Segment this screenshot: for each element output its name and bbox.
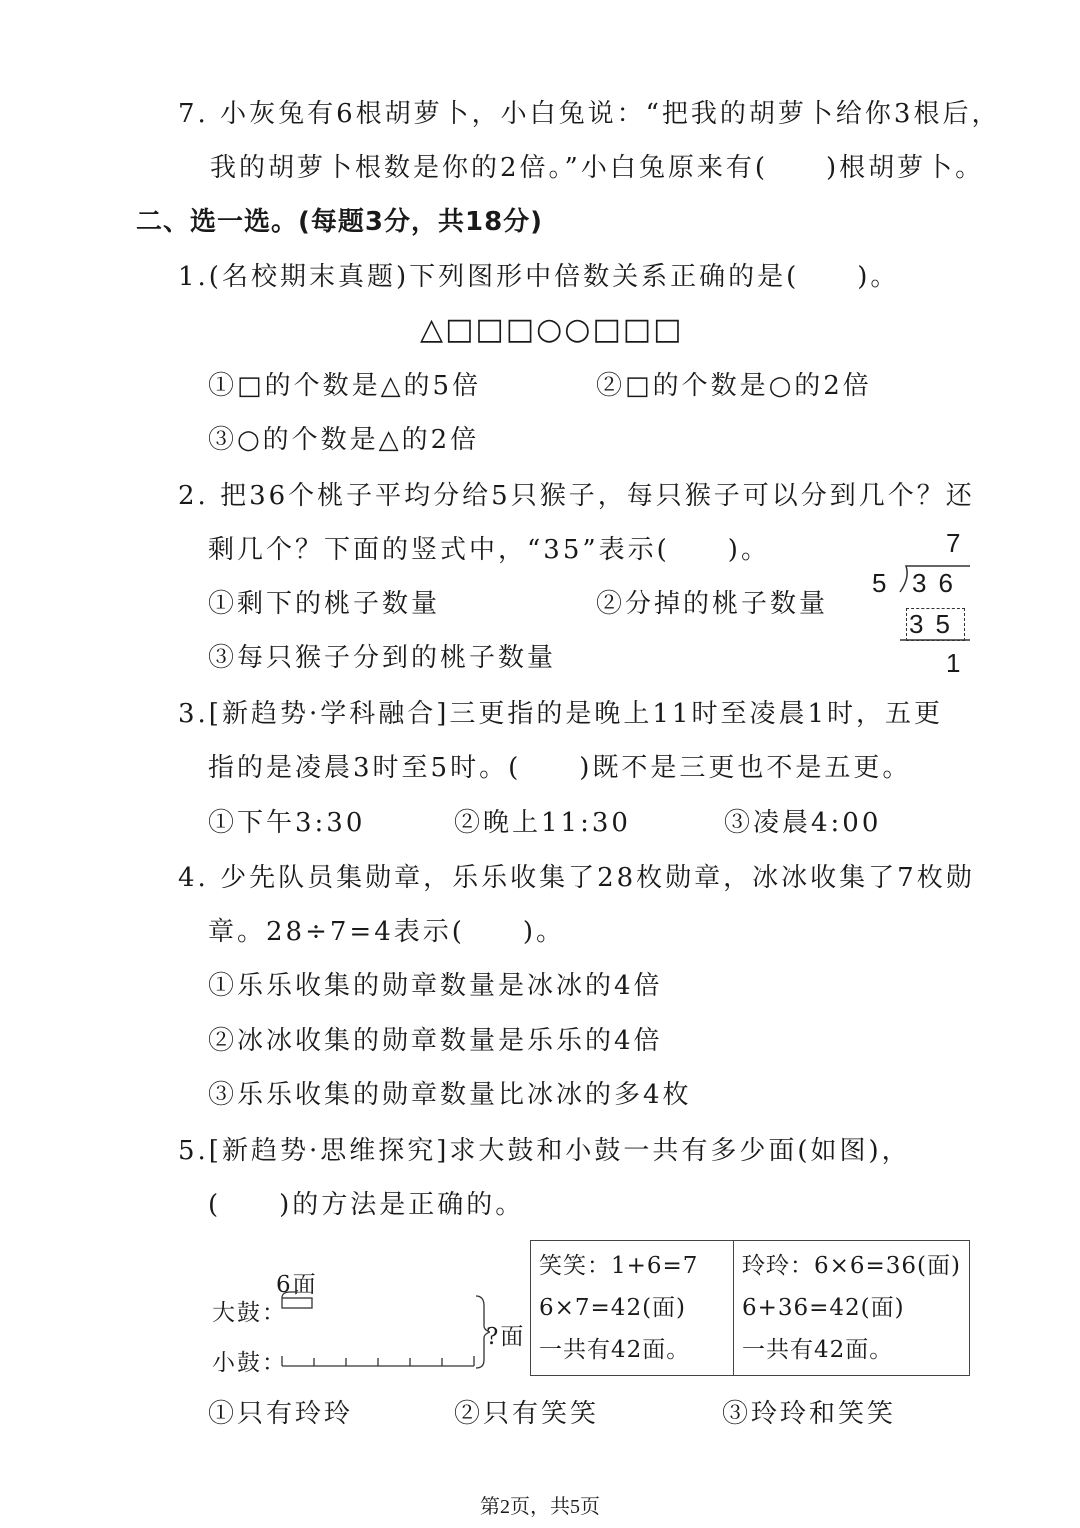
mc1-option-3[interactable]: ③○的个数是△的2倍 (208, 425, 480, 455)
division-divisor: 5 (872, 568, 899, 598)
mc1-option-1[interactable]: ①□的个数是△的5倍 (208, 371, 482, 401)
mc5-option-1[interactable]: ①只有玲玲 (208, 1399, 354, 1429)
mc3-option-1[interactable]: ①下午3:30 (208, 808, 366, 838)
mc3-line-1: 3.[新趋势·学科融合]三更指的是晚上11时至凌晨1时，五更 (178, 699, 943, 729)
mc3-option-2[interactable]: ②晚上11:30 (454, 808, 631, 838)
mc4-line-2: 章。28÷7=4表示( )。 (208, 917, 566, 947)
drum-top-label: 6面 (276, 1272, 318, 1298)
mc2-option-3[interactable]: ③每只猴子分到的桃子数量 (208, 643, 557, 673)
drum-big-label: 大鼓： (212, 1300, 287, 1326)
mc1-stem: 1.(名校期末真题)下列图形中倍数关系正确的是( )。 (178, 262, 900, 292)
division-remainder: 1 (946, 648, 973, 678)
lingling-line-3: 一共有42面。 (741, 1337, 894, 1363)
q7-line-1: 7. 小灰兔有6根胡萝卜，小白兔说：“把我的胡萝卜给你3根后， (178, 99, 1001, 129)
shapes-row: △□□□○○□□□ (420, 312, 684, 347)
page-footer: 第2页，共5页 (480, 1496, 600, 1518)
xiaoxiao-line-1: 笑笑：1+6=7 (539, 1253, 699, 1279)
mc1-option-2[interactable]: ②□的个数是○的2倍 (596, 371, 872, 401)
mc4-option-1[interactable]: ①乐乐收集的勋章数量是冰冰的4倍 (208, 971, 663, 1001)
mc2-line-2: 剩几个？下面的竖式中，“35”表示( )。 (208, 535, 770, 565)
lingling-line-1: 玲玲：6×6=36(面) (741, 1253, 961, 1279)
total-brace (476, 1296, 490, 1368)
mc3-option-3[interactable]: ③凌晨4:00 (724, 808, 882, 838)
q7-line-2: 我的胡萝卜根数是你的2倍。”小白兔原来有( )根胡萝卜。 (210, 153, 985, 183)
mc5-option-2[interactable]: ②只有笑笑 (454, 1399, 600, 1429)
lingling-line-2: 6+36=42(面) (741, 1295, 905, 1321)
mc2-line-1: 2. 把36个桃子平均分给5只猴子，每只猴子可以分到几个？还 (178, 481, 975, 511)
drum-small-label: 小鼓： (212, 1350, 287, 1376)
xiaoxiao-line-3: 一共有42面。 (539, 1337, 691, 1363)
section-title: 二、选一选。(每题3分，共18分) (136, 207, 544, 237)
division-dividend: 36 (912, 568, 965, 598)
drum-total-label: ?面 (486, 1324, 526, 1350)
mc2-option-2[interactable]: ②分掉的桃子数量 (596, 589, 829, 619)
division-product-boxed: 35 (906, 608, 965, 641)
division-quotient: 7 (946, 528, 973, 558)
mc5-option-3[interactable]: ③玲玲和笑笑 (722, 1399, 897, 1429)
xiaoxiao-line-2: 6×7=42(面) (539, 1295, 687, 1321)
mc4-option-3[interactable]: ③乐乐收集的勋章数量比冰冰的多4枚 (208, 1080, 692, 1110)
drum-bar-diagram (270, 1290, 490, 1370)
mc2-option-1[interactable]: ①剩下的桃子数量 (208, 589, 441, 619)
mc5-line-1: 5.[新趋势·思维探究]求大鼓和小鼓一共有多少面(如图)， (178, 1136, 911, 1166)
mc3-line-2: 指的是凌晨3时至5时。( )既不是三更也不是五更。 (208, 753, 912, 783)
mc4-option-2[interactable]: ②冰冰收集的勋章数量是乐乐的4倍 (208, 1026, 663, 1056)
mc5-line-2: ( )的方法是正确的。 (208, 1190, 525, 1220)
long-division (870, 530, 980, 680)
methods-table (530, 1240, 970, 1376)
mc4-line-1: 4. 少先队员集勋章，乐乐收集了28枚勋章，冰冰收集了7枚勋 (178, 863, 975, 893)
big-drum-bar (282, 1298, 312, 1308)
